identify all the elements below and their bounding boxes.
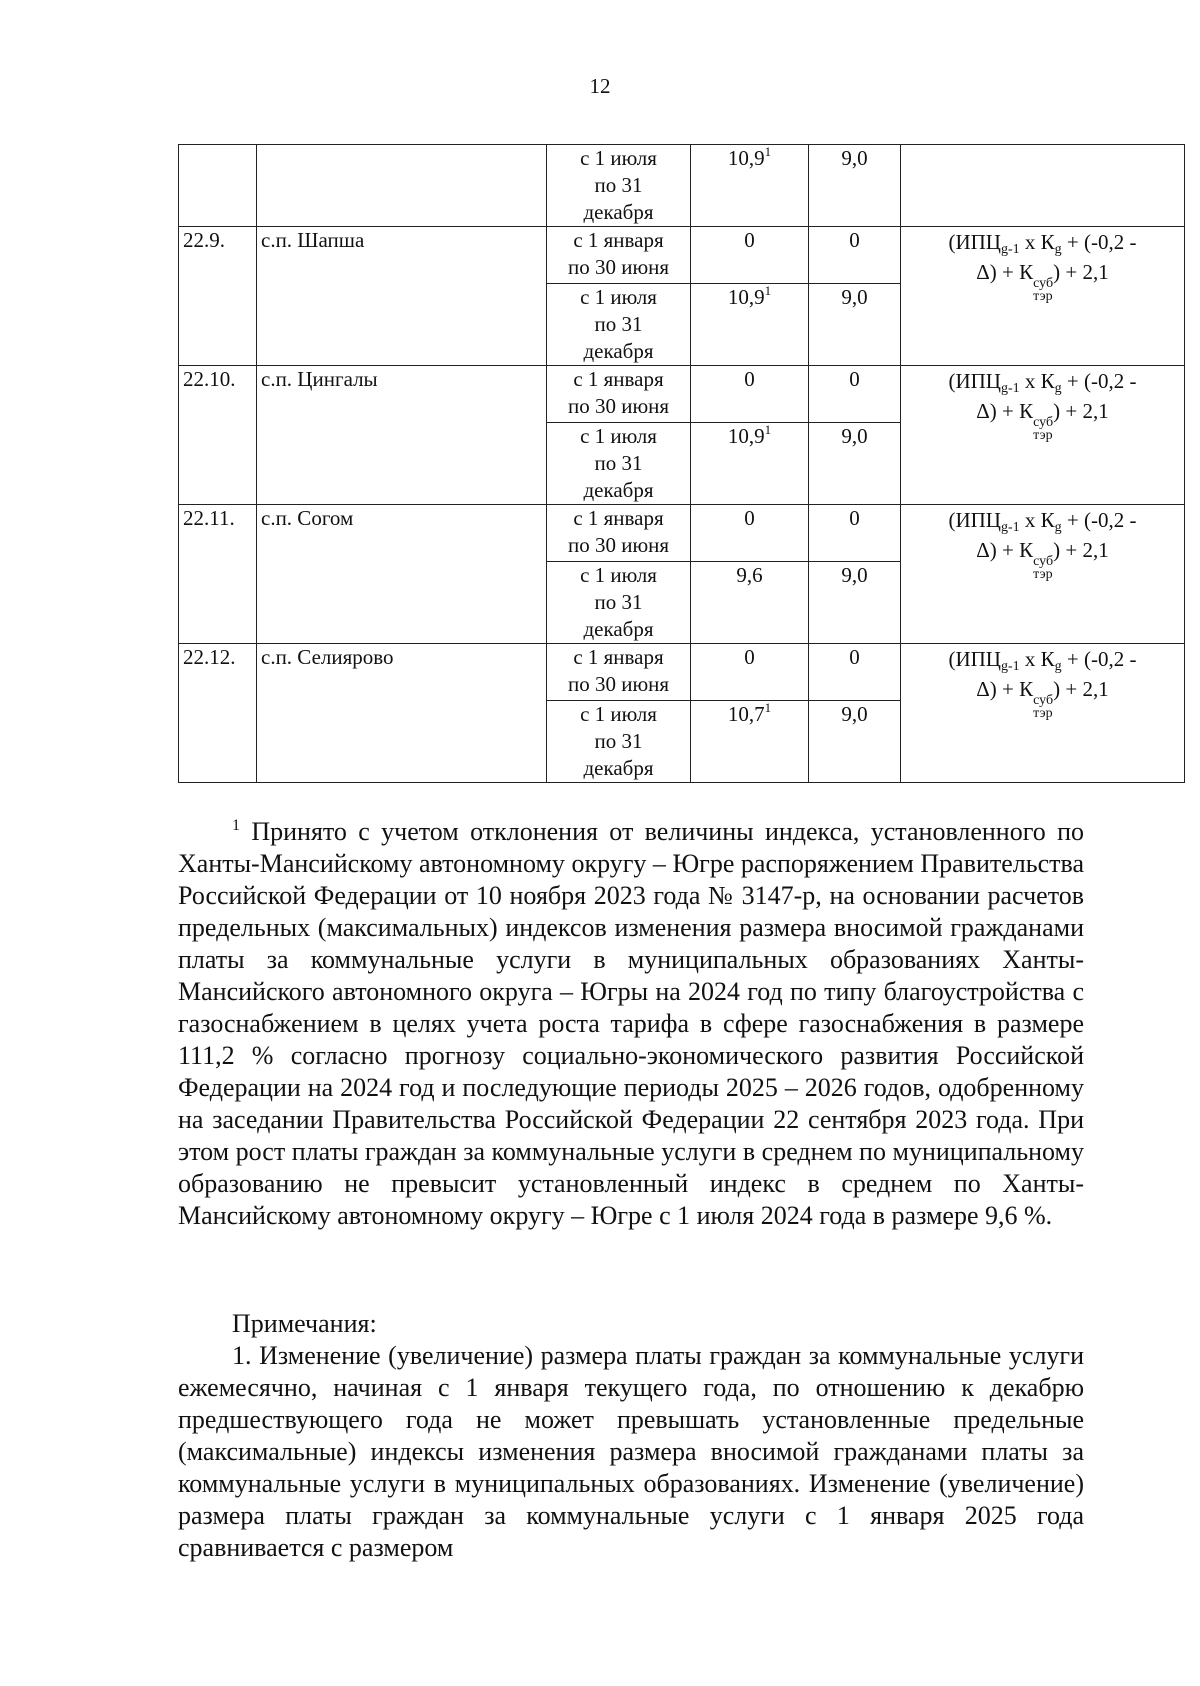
- index-value-cell: 0: [691, 227, 809, 284]
- period-cell: с 1 июля по 31 декабря: [547, 701, 691, 783]
- footnote-mark: 1: [764, 144, 772, 159]
- index-value-cell: 9,0: [809, 284, 901, 366]
- note-item-1: 1. Изменение (увеличение) размера платы граждан за коммунальные услуги ежемесячно, начиная с 1 января текущего года, по отношению к декабрю предшествующего года не может превышать установленные предельные (максимальные) индексы изменения размера вносимой гражданами платы за коммунальные услуги в муниципальных образованиях. Изменение (увеличение) размера платы граждан за коммунальные услуги с 1 января 2025 года сравнивается с размером: [178, 1341, 1084, 1562]
- period-cell: с 1 июля по 31 декабря: [547, 562, 691, 644]
- period-cell: с 1 июля по 31 декабря: [547, 284, 691, 366]
- notes-section: [178, 1308, 1084, 1564]
- formula-cell: ($ИПЦ_{g-1}$ х $К_g + (-0,2$ - Δ) + К суб тэр ) + 2,1: [901, 505, 1185, 644]
- settlement-name-cell: с.п. Цингалы: [257, 366, 547, 505]
- index-value-cell: 0: [809, 366, 901, 423]
- index-value-cell: 0: [691, 644, 809, 701]
- index-value-cell: 0: [691, 366, 809, 423]
- footnote-mark: 1: [232, 817, 240, 834]
- index-value-cell: 10,7$^1$: [691, 701, 809, 783]
- formula-cell: ($ИПЦ_{g-1}$ х $К_g + (-0,2$ - Δ) + К суб тэр ) + 2,1: [901, 644, 1185, 783]
- index-value-cell: 10,9$^1$: [691, 284, 809, 366]
- formula-cell: [901, 145, 1185, 227]
- index-value-cell: 9,0: [809, 423, 901, 505]
- period-cell: с 1 июля по 31 декабря: [547, 145, 691, 227]
- index-value-cell: 9,6: [691, 562, 809, 644]
- settlement-name-cell: [257, 145, 547, 227]
- index-value-cell: 10,9$^1$: [691, 145, 809, 227]
- row-number-cell: 22.10.: [179, 366, 257, 505]
- table-row: [179, 505, 1185, 562]
- footnote: [178, 816, 1084, 1232]
- index-value-cell: 10,9$^1$: [691, 423, 809, 505]
- period-cell: с 1 января по 30 июня: [547, 227, 691, 284]
- settlement-name-cell: с.п. Согом: [257, 505, 547, 644]
- index-value-cell: 0: [809, 505, 901, 562]
- footnote-mark: 1: [764, 422, 772, 437]
- index-value-cell: 0: [809, 227, 901, 284]
- notes-heading: Примечания:: [232, 1309, 377, 1338]
- row-number-cell: 22.12.: [179, 644, 257, 783]
- table-row: [179, 644, 1185, 701]
- index-value-cell: 9,0: [809, 701, 901, 783]
- index-value-cell: 0: [809, 644, 901, 701]
- index-value-cell: 9,0: [809, 562, 901, 644]
- period-cell: с 1 января по 30 июня: [547, 505, 691, 562]
- page-number: 12: [589, 74, 611, 98]
- row-number-cell: [179, 145, 257, 227]
- table-row: [179, 227, 1185, 284]
- row-number-cell: 22.9.: [179, 227, 257, 366]
- period-cell: с 1 июля по 31 декабря: [547, 423, 691, 505]
- settlement-name-cell: с.п. Селиярово: [257, 644, 547, 783]
- footnote-text: Принято с учетом отклонения от величины индекса, установленного по Ханты-Мансийскому автономному округу – Югре распоряжением Правительства Российской Федерации от 10 ноября 2023 года № 3147-р, на основании расчетов предельных (максимальных) индексов изменения размера вносимой гражданами платы за коммунальные услуги в муниципальных образованиях Ханты-Мансийского автономного округа – Югры на 2024 год по типу благоустройства с газоснабжением в целях учета роста тарифа в сфере газоснабжения в размере 111,2 % согласно прогнозу социально-экономического развития Российской Федерации на 2024 год и последующие периоды 2025 – 2026 годов, одобренному на заседании Правительства Российской Федерации 22 сентября 2023 года. При этом рост платы граждан за коммунальные услуги в среднем по муниципальному образованию не превысит установленный индекс в среднем по Ханты-Мансийскому автономному округу – Югре с 1 июля 2024 года в размере 9,6 %.: [178, 817, 1084, 1230]
- settlement-name-cell: с.п. Шапша: [257, 227, 547, 366]
- footnote-mark: 1: [764, 700, 772, 715]
- period-cell: с 1 января по 30 июня: [547, 366, 691, 423]
- formula-cell: ($ИПЦ_{g-1}$ х $К_g + (-0,2$ - Δ) + К суб тэр ) + 2,1: [901, 227, 1185, 366]
- formula-cell: ($ИПЦ_{g-1}$ х $К_g + (-0,2$ - Δ) + К суб тэр ) + 2,1: [901, 366, 1185, 505]
- table-row-continuation: [179, 145, 1185, 227]
- period-cell: с 1 января по 30 июня: [547, 644, 691, 701]
- tariff-table: [178, 144, 1185, 783]
- index-value-cell: 9,0: [809, 145, 901, 227]
- index-value-cell: 0: [691, 505, 809, 562]
- footnote-mark: 1: [764, 283, 772, 298]
- table-row: [179, 366, 1185, 423]
- row-number-cell: 22.11.: [179, 505, 257, 644]
